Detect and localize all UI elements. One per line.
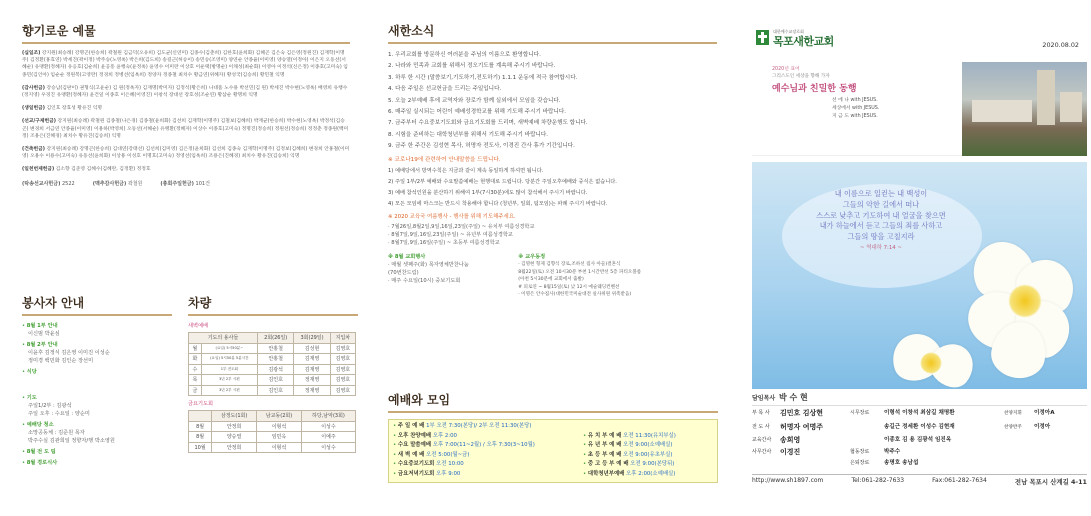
- church-tel: Tel:061-282-7633: [851, 477, 905, 484]
- covid-item: 3) 예배 참석인원을 분산하기 위해여 1부(7시30분)에도 많이 참석해서 주시기 바랍니다.: [388, 190, 588, 197]
- covid-title: ※ 코로나19에 관련하여 안내말씀을 드립니다.: [388, 156, 501, 163]
- worship-box: [388, 419, 718, 483]
- special-offering: (총회주일헌금) 101건: [160, 180, 210, 187]
- member-news-item: (아천 5시30분에 교회에서 출발): [518, 277, 584, 283]
- offerings-title: 향기로운 예물: [22, 24, 96, 38]
- news-item: 2. 나라와 민족과 교회를 위해서 정오기도를 계속해 주시기 바랍니다.: [388, 63, 556, 70]
- motto-main: 예수님과 친밀한 동행: [772, 84, 857, 94]
- volunteers-section: [22, 294, 172, 467]
- motto-lines: 선 에 나 with JESUS. 세상에서 with JESUS. 지 금 도 with JESUS.: [832, 98, 880, 119]
- events-title: ※ 8월 교회행사: [388, 254, 426, 261]
- member-news-item: · 이명은 안수집사(대한민국미술대전 실사위원 위촉받음): [518, 292, 632, 298]
- special-offering: (탁송선교사헌금) 2522: [22, 180, 75, 187]
- special-offering: (맥추감사헌금) 곽철원: [92, 180, 143, 187]
- table-row: 수 1부 전도회 김광석 김재영 김영호: [189, 364, 356, 375]
- volunteer-group: • 8월 2부 안내 이윤후 김정식 김은영 이미진 이성순 정미경 백민화 김인순 장선미: [22, 342, 110, 364]
- vehicle-subtitle: 새벽예배: [188, 323, 209, 329]
- worship-item: • 유 년 부 예 배 오전 9:00(소예배실): [583, 442, 673, 449]
- table-row: 8월 양승열 임민옥 이예주: [189, 432, 356, 443]
- worship-item: • 초 등 부 예 배 오전 9:00(유초부실): [583, 451, 673, 458]
- news-item: 1. 우리교회를 방문하신 여러분을 주님의 이름으로 환영합니다.: [388, 52, 541, 58]
- events-row: [388, 253, 717, 298]
- thanks-label: (감사헌금): [22, 85, 45, 91]
- news-item: 9. 금주 한 주간은 김성현 목사, 허명자 전도사, 이경진 간사 휴가 기간입니다.: [388, 143, 575, 150]
- event-item: · 매월 셋째주(화) 목자영체반찬나눔 (70번찬드림): [388, 262, 469, 277]
- covid-item: 1) 예배당에서 방역수칙은 지금과 같이 계속 동일하게 하셔면 됩니다.: [388, 168, 544, 175]
- worship-item: • 수요중보기도회 오전 10:00: [393, 461, 464, 468]
- building-names: 강지원(최승례) 강명곤(한승희) 김대연(강태선) 김선희(김미영) 김은정(윤희화) 김선희 김종숙 김재학(이명주) 김정보(김혜희) 변경희 안홍철(이미영) 오용수 이용수(고미숙) 유동선(윤희화) 이상용 이성호 이명호(고미숙) 정영선(임옥희) 조용은(진혜경) 최치수 황유진(김승희) 익명: [22, 147, 350, 160]
- verse-reference: ~ 역대하 7:14 ~: [860, 244, 902, 251]
- bulletin-date: 2020.08.02: [1042, 41, 1079, 49]
- table-header: 삼정도(1회) 남교동(2회) 하당,남악(3회): [189, 411, 356, 422]
- worship-item: • 금요저녁기도회 오후 9:00: [393, 470, 461, 477]
- worship-list-left: [393, 422, 583, 480]
- table-row: 화 (요일) 5시50분 5분시간 안홍철 김재영 김영호: [189, 354, 356, 365]
- news-item: 4. 다음 주일은 선교헌금을 드리는 주일입니다.: [388, 86, 502, 93]
- church-fax: Fax:061-282-7634: [932, 477, 987, 484]
- worship-item: • 오후 찬양예배 오후 2:00: [393, 432, 457, 439]
- news-item: 8. 시험을 준비하는 대학청년부를 위해서 기도해 주시기 바랍니다.: [388, 131, 549, 138]
- table-row: 금 3년 2부 시편 김인호 정재영 김영호: [189, 385, 356, 396]
- table-row: 10월 안정희 이형석 이성수: [189, 442, 356, 453]
- worship-item: • 중 고 등 부 예 배 오전 9:00(본당뒤): [583, 461, 675, 468]
- event-item: · 매주 수요일(10시) 중보기도회: [388, 278, 461, 285]
- tithe-label: (십일조): [22, 51, 41, 56]
- staff-row: 부 목 사 김민호 김상현 시무장로 이형석 이창석 최삼길 채명환 찬양지휘 이정아A: [752, 409, 1055, 417]
- mission-label: (선교/구제헌금): [22, 119, 56, 125]
- church-events: [388, 253, 512, 298]
- worship-title: 예배와 모임: [388, 393, 451, 407]
- worship-item: • 대학청년부예배 오후 2:00(소예배실): [583, 470, 676, 477]
- summer-item: · 8월7일,9일,16일,23일(주일) ~ 유년부 여름성경학교: [388, 232, 513, 239]
- column-news: [378, 0, 723, 516]
- birthday-label: (생일헌금): [22, 106, 45, 112]
- friday-vehicle-table: [188, 410, 356, 453]
- volunteer-group: • 기도 주일1/2부 : 김광석 주일 오후 : 수요일 : 양순미: [22, 395, 90, 417]
- covid-item: 4) 모든 모임에 마스크는 반드시 착용해야 합니다 (청년부, 일회, 팀모임)는 파례 주시기 바랍니다.: [388, 201, 608, 208]
- member-news-item: 8월22일(토) 오전 10시30분 부천 1시간반선 5층 파티오볼룸: [518, 269, 642, 275]
- senior-pastor: 담임목사 박 수 현: [752, 392, 1087, 406]
- worship-section: [388, 391, 718, 483]
- divider: [22, 314, 172, 316]
- vehicle-subtitle: 금요기도회: [188, 401, 214, 407]
- tithe-list: [22, 50, 350, 79]
- volunteer-group: • 8월 전 도 팀: [22, 449, 56, 455]
- staff-row: 교육간사 송희영 이종호 김 용 김광석 임진옥: [752, 436, 952, 444]
- thanks-list: [22, 85, 350, 99]
- news-item: 3. 하루 한 시간 (말씀보기,기도하기,전도하기) 1.1.1 운동에 적극 참여합시다.: [388, 74, 578, 81]
- church-denomination: 대한예수교장로회: [773, 29, 804, 34]
- church-photo: [752, 62, 1087, 156]
- divider: [388, 411, 718, 413]
- worship-list-right: [583, 422, 713, 480]
- church-logo-icon: [756, 30, 769, 45]
- thousand-names: 김소향 김준영 김혜수(김혜란, 김정환) 정정호: [55, 167, 151, 173]
- motto-year: 2020년 표어: [772, 67, 800, 72]
- volunteer-group: • 예배당 청소 소망공동체 : 김준원 목자 박주수실 김관희일 정향자/행 박소영원: [22, 422, 115, 444]
- church-address: 전남 목포시 산계길 4-11: [1014, 478, 1087, 486]
- table-row: 목 3년 2부 시편 김인호 정재영 김영호: [189, 375, 356, 386]
- staff-row: 전 도 사 허명자 여명주 송길근 정세환 이성수 김현재 찬양반주 이정아: [752, 423, 1051, 431]
- thousand-list: [22, 166, 350, 173]
- column-offerings: [0, 0, 360, 516]
- motto-line: 그리스도인 세상을 향해 가자: [772, 74, 830, 79]
- worship-item: • 새 벽 예 배 오전 5:00(월~금): [393, 451, 470, 458]
- member-news-item: · 김명현 형제 김향식 장로,조하선 집사 아들)결혼식: [518, 262, 621, 268]
- church-footer: [752, 474, 1087, 486]
- volunteer-group: • 8월 경로식사: [22, 460, 58, 466]
- volunteer-group: • 식당: [22, 369, 37, 375]
- divider: [22, 42, 350, 44]
- volunteers-title: 봉사자 안내: [22, 296, 85, 310]
- thousand-label: (일천번제헌금): [22, 167, 55, 173]
- table-row: 월 (요일) 5시50분~ 안홍철 김성현 김영호: [189, 343, 356, 354]
- staff-section: [752, 392, 1087, 468]
- church-website[interactable]: http://www.sh1897.com: [752, 477, 824, 484]
- member-news: [518, 253, 717, 298]
- member-news-title: ※ 교우동정: [518, 254, 546, 261]
- volunteer-group: • 8월 1부 안내 이신범 박윤심: [22, 323, 60, 337]
- column-cover: [740, 0, 1091, 516]
- building-list: [22, 146, 350, 160]
- member-news-item: # 피로연 ~ 8월15일(토) 낮 12시 예술웨딩컨벤션: [518, 284, 620, 290]
- staff-row: 사무간사 이경진 협동장로 박주수: [752, 448, 901, 456]
- news-title: 새한소식: [388, 24, 435, 38]
- mission-list: [22, 118, 350, 140]
- summer-item: · 7월26일,8월2일,9일,16일,23일(주일) ~ 유치부 여름성경학교: [388, 224, 535, 231]
- verse-text: 내 이름으로 일컫는 내 백성이 그들의 악한 길에서 떠나 스스로 낮추고 기도하여 내 얼굴을 찾으면 내가 하늘에서 듣고 그들의 죄를 사하고 그들의 땅을 고칠지라 ~ 역대하 7:14 ~: [786, 189, 976, 254]
- table-row: 8월 안정희 이형석 이성수: [189, 421, 356, 432]
- worship-item: • 주 일 예 배 1부 오전 7:30(본당)/ 2부 오전 11:30(본당): [393, 423, 532, 429]
- dawn-vehicle-table: [188, 332, 356, 396]
- verse-image: [752, 162, 1087, 389]
- covid-item: 2) 주일 1부/2부 예배와 수요말씀예배는 현행대로 드립니다. 당분간 주일오후예배와 중식은 없습니다.: [388, 179, 617, 186]
- news-item: 7. 금주부터 수요중보기도회와 금요기도회를 드리며, 새벽예배 차량운행도 합니다.: [388, 120, 588, 127]
- worship-item: • 수요 말씀예배 오후 7:00(11~2월) / 오후 7:30(3~10월): [393, 442, 535, 449]
- mission-names: 강지원(최승례) 곽철원 김종철(나은경) 김종철(윤희화) 김선희 김재학(이명주) 김철보(김혜희) 박재균(한승희) 박수현(노영옥) 박정석(김승곤) 변경희 서금연 안종율(이미영) 이용하(박영희) 오동선(서혜순) 유맹환(정혜자) 이상수 이종호(고미숙) 정명진(정승희) 정원선(정승희) 정정춘 정종원(백미정) 조용은(진혜경) 최치수 황유진(김승희) 익명: [22, 119, 349, 139]
- special-offerings: [22, 180, 350, 187]
- staff-row: 은퇴장로 송명호 송남섭: [850, 460, 919, 466]
- table-header: 기도의 용사들 2회(26일) 3회(29일) 지입차: [189, 333, 356, 344]
- summer-title: ※ 2020 교육국 여름행사 - 행사를 위해 기도해주세요.: [388, 214, 516, 221]
- church-building-image: [962, 62, 1087, 156]
- news-item: 5. 오늘 2부예배 후에 교역자와 장로가 함께 실외에서 모임을 갖습니다.: [388, 97, 561, 104]
- building-label: (건축헌금): [22, 147, 45, 153]
- birthday-names: 김인호 장효성 황유진 익명: [46, 106, 103, 112]
- tithe-names: 강지원(최승례) 강명곤(한승희) 곽철원 김금덕(오유희) 김도균(신연미) 김종수(김춘희) 김한호(윤희화) 김혜곤 김은숙 김은영(정원진) 김재학(이명주) 김정환(홍효연) 박세진(곽이정) 박주승(노영옥) 박은희(김도희) 송길근(허승이) 송민승(조영미) 양연순 안종율(이미영) 양승열(이정아) 이은지 오동선(서혜순) 유맹환(정혜자) 유응호(김순희) 윤공흥 윤행숙(윤정옥) 윤영수 이미란 이상호 이운택(방명순) 이채성(최순화) 이영아 이정석(신은정) 이종호(고미숙) 임종민(김인아) 임순순 정원복(고영란) 정경희 정병선(임옥희) 정양자 정종철 최치수 황금연(위혜자) 황성국(김승희) 황민철 익명: [22, 51, 348, 78]
- birthday-list: [22, 105, 350, 112]
- divider: [188, 314, 358, 316]
- vehicle-section: [188, 294, 358, 453]
- church-header: [752, 2, 1087, 48]
- vehicle-title: 차량: [188, 296, 212, 310]
- worship-item: • 유 치 부 예 배 오전 11:30(유치부실): [583, 432, 676, 439]
- news-item: 6. 매주일 실시되는 어린이 예배성경학교를 위해 기도해 주시기 바랍니다.: [388, 109, 567, 116]
- summer-item: · 8월7일,9일,16일(주일) ~ 초등부 여름성경학교: [388, 240, 500, 247]
- church-name: 목포새한교회: [773, 35, 834, 48]
- thanks-names: 강승남(김판이) 권형식(고윤순) 김 원(정옥자) 김재명(박미자) 김정석(황은희) 나대흠 노수용 박선민(김 원) 박세진 박수현(노영옥) 배영희 유행수(정지영) 우경진 유맹환(정혜자) 윤건일 이종호 이은혜(이영진) 이창석 장대선 장호성(조순연) 황삼순 황명희 익명: [22, 85, 348, 99]
- divider: [388, 42, 717, 44]
